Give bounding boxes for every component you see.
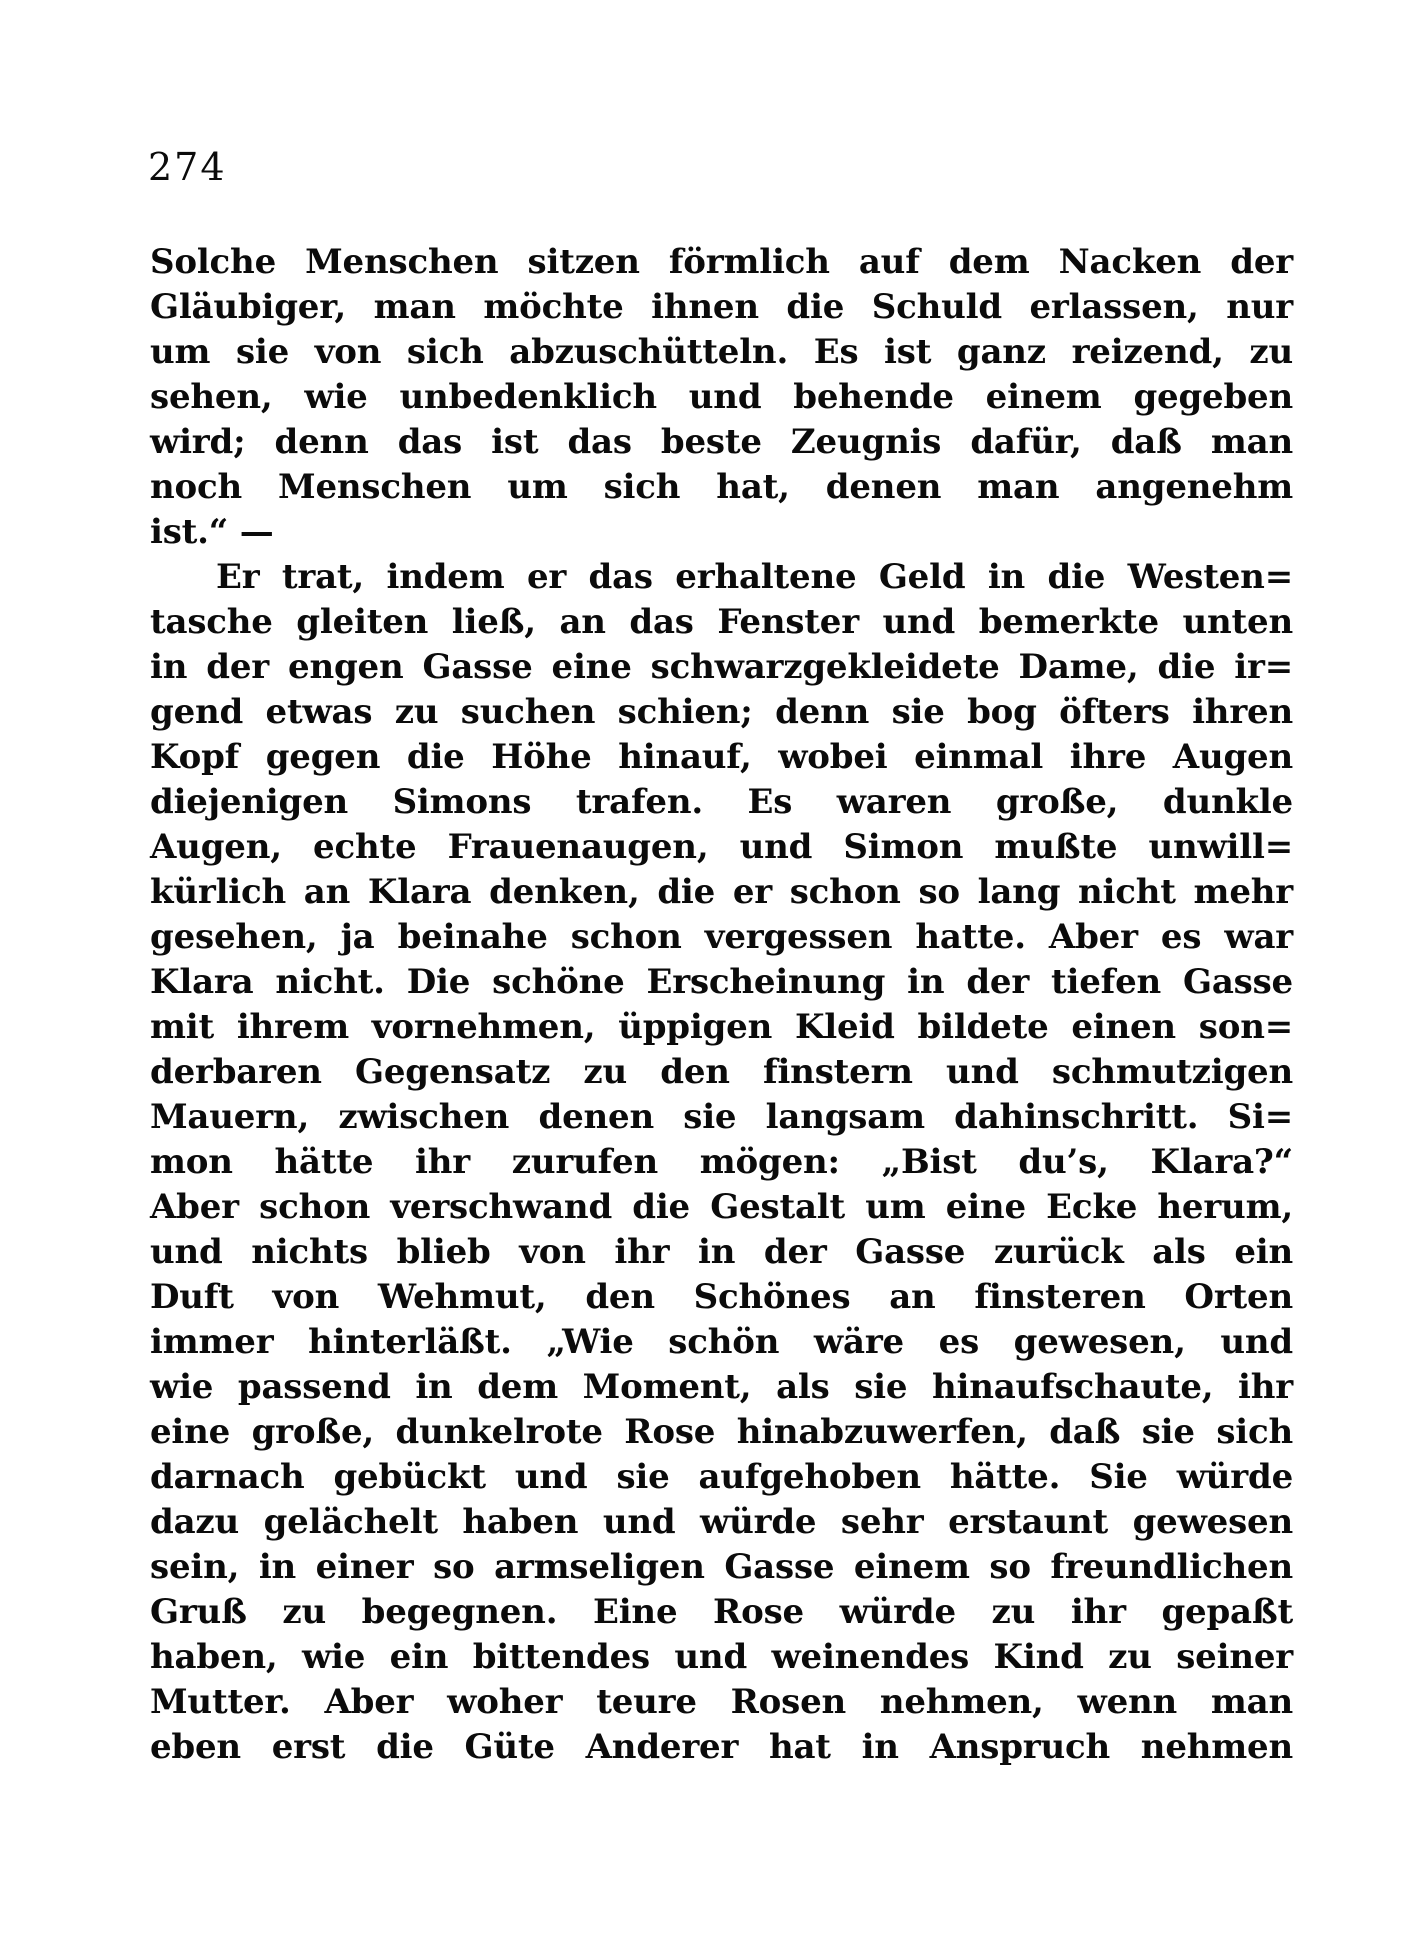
text-line: Gruß zu begegnen. Eine Rose würde zu ihr gepaßt <box>150 1592 1293 1632</box>
page-number: 274 <box>148 145 227 189</box>
text-line: sehen, wie unbedenklich und behende einem gegeben <box>150 377 1293 417</box>
text-line: wie passend in dem Moment, als sie hinaufschaute, ihr <box>150 1367 1293 1407</box>
text-line: Mutter. Aber woher teure Rosen nehmen, wenn man <box>150 1682 1293 1722</box>
text-line: noch Menschen um sich hat, denen man angenehm <box>150 467 1293 507</box>
text-line: Kopf gegen die Höhe hinauf, wobei einmal ihre Augen <box>150 737 1293 777</box>
text-line: in der engen Gasse eine schwarzgekleidete Dame, die ir= <box>150 647 1293 687</box>
text-line: kürlich an Klara denken, die er schon so lang nicht mehr <box>150 872 1293 912</box>
text-line: Solche Menschen sitzen förmlich auf dem Nacken der <box>150 242 1293 282</box>
text-line: wird; denn das ist das beste Zeugnis dafür, daß man <box>150 422 1293 462</box>
text-line: eben erst die Güte Anderer hat in Anspruch nehmen <box>150 1727 1293 1767</box>
text-line: eine große, dunkelrote Rose hinabzuwerfen, daß sie sich <box>150 1412 1293 1452</box>
text-line: haben, wie ein bittendes und weinendes Kind zu seiner <box>150 1637 1293 1677</box>
text-line: diejenigen Simons trafen. Es waren große, dunkle <box>150 782 1293 822</box>
text-line: Aber schon verschwand die Gestalt um eine Ecke herum, <box>150 1187 1293 1227</box>
text-line: ist.“ — <box>150 512 274 552</box>
text-line: Gläubiger, man möchte ihnen die Schuld erlassen, nur <box>150 287 1293 327</box>
text-line: derbaren Gegensatz zu den finstern und schmutzigen <box>150 1052 1293 1092</box>
text-line: Augen, echte Frauenaugen, und Simon mußte unwill= <box>150 827 1293 867</box>
text-line: Mauern, zwischen denen sie langsam dahinschritt. Si= <box>150 1097 1293 1137</box>
text-line: gesehen, ja beinahe schon vergessen hatte. Aber es war <box>150 917 1293 957</box>
text-block <box>150 240 1293 1770</box>
text-line: dazu gelächelt haben und würde sehr erstaunt gewesen <box>150 1502 1293 1542</box>
text-line: um sie von sich abzuschütteln. Es ist ganz reizend, zu <box>150 332 1293 372</box>
text-line: gend etwas zu suchen schien; denn sie bog öfters ihren <box>150 692 1293 732</box>
text-line: darnach gebückt und sie aufgehoben hätte. Sie würde <box>150 1457 1293 1497</box>
text-line: Er trat, indem er das erhaltene Geld in die Westen= <box>216 557 1293 597</box>
text-line: sein, in einer so armseligen Gasse einem so freundlichen <box>150 1547 1293 1587</box>
text-line: mon hätte ihr zurufen mögen: „Bist du’s, Klara?“ <box>150 1142 1293 1182</box>
text-line: Klara nicht. Die schöne Erscheinung in der tiefen Gasse <box>150 962 1293 1002</box>
text-line: mit ihrem vornehmen, üppigen Kleid bildete einen son= <box>150 1007 1293 1047</box>
text-line: immer hinterläßt. „Wie schön wäre es gewesen, und <box>150 1322 1293 1362</box>
text-line: Duft von Wehmut, den Schönes an finsteren Orten <box>150 1277 1293 1317</box>
text-line: und nichts blieb von ihr in der Gasse zurück als ein <box>150 1232 1293 1272</box>
text-line: tasche gleiten ließ, an das Fenster und bemerkte unten <box>150 602 1293 642</box>
